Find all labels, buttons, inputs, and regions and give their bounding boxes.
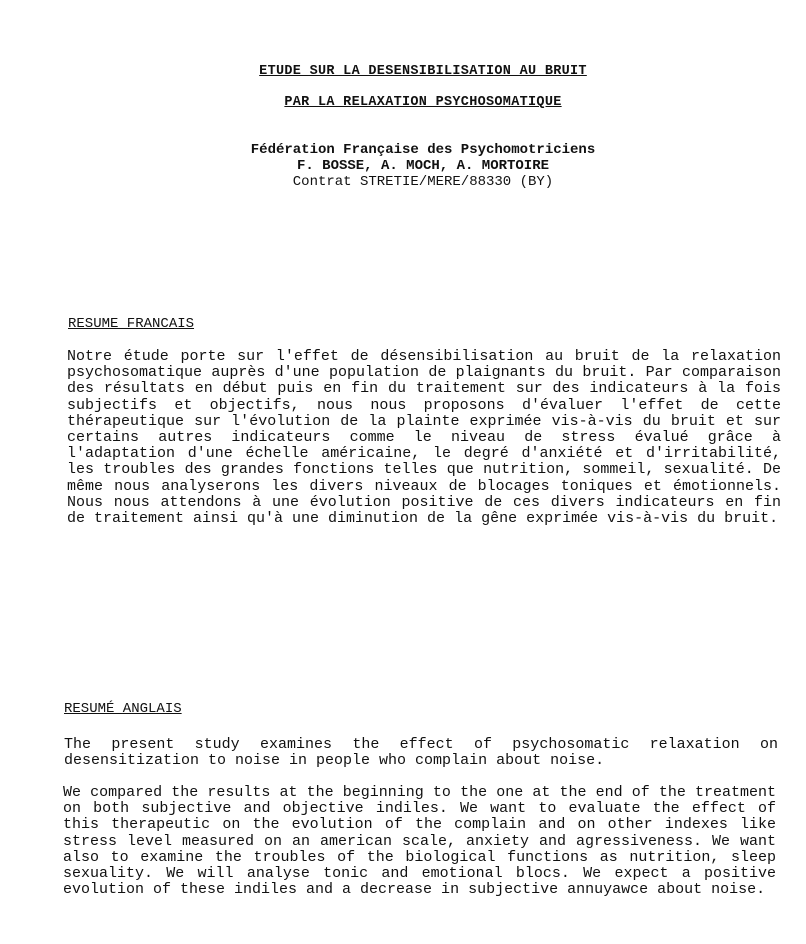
document-title: ETUDE SUR LA DESENSIBILISATION AU BRUIT (259, 64, 587, 79)
french-summary-text: Notre étude porte sur l'effet de désensibilisation au bruit de la relaxation psychosomatique auprès d'une population de plaignants du bruit. Par comparaison des résultats en début puis en fin du traitement sur des indicateurs à la fois subjectifs et objectifs, nous nous proposons d'évaluer l'effet de cette thérapeutique sur l'évolution de la plainte exprimée vis-à-vis du bruit et sur certains autres indicateurs comme le niveau de stress évalué grâce à l'adaptation d'une échelle américaine, le degré d'anxiété et d'irritabilité, les troubles des grandes fonctions telles que nutrition, sommeil, sexualité. De même nous analyserons les divers niveaux de blocages toniques et émotionnels. Nous nous attendons à une évolution positive de ces divers indicateurs en fin de traitement ainsi qu'à une diminution de la gêne exprimée vis-à-vis du bruit. (67, 348, 781, 528)
organization-name: Fédération Française des Psychomotriciens (250, 142, 596, 158)
author-list: F. BOSSE, A. MOCH, A. MORTOIRE (296, 158, 550, 174)
french-summary-heading: RESUME FRANCAIS (68, 316, 195, 332)
english-summary-paragraph-1: The present study examines the effect of psychosomatic relaxation on desensitization to noise in people who complain about noise. (64, 736, 778, 770)
affiliation-block (0, 142, 806, 190)
english-summary-paragraph-2: We compared the results at the beginning to the one at the end of the treatment on both subjective and objective indiles. We want to evaluate the effect of this therapeutic on the evolution of the complain and on other indexes like stress level measured on an american scale, anxiety and agressiveness. We want also to examine the troubles of the biological functions as nutrition, sleep sexuality. We will analyse tonic and emotional blocs. We expect a positive evolution of these indiles and a decrease in subjective annuyawce about noise. (63, 784, 776, 899)
contract-reference: Contrat STRETIE/MERE/88330 (BY) (292, 174, 554, 190)
english-summary-heading: RESUMÉ ANGLAIS (64, 701, 182, 717)
document-subtitle: PAR LA RELAXATION PSYCHOSOMATIQUE (284, 95, 562, 110)
